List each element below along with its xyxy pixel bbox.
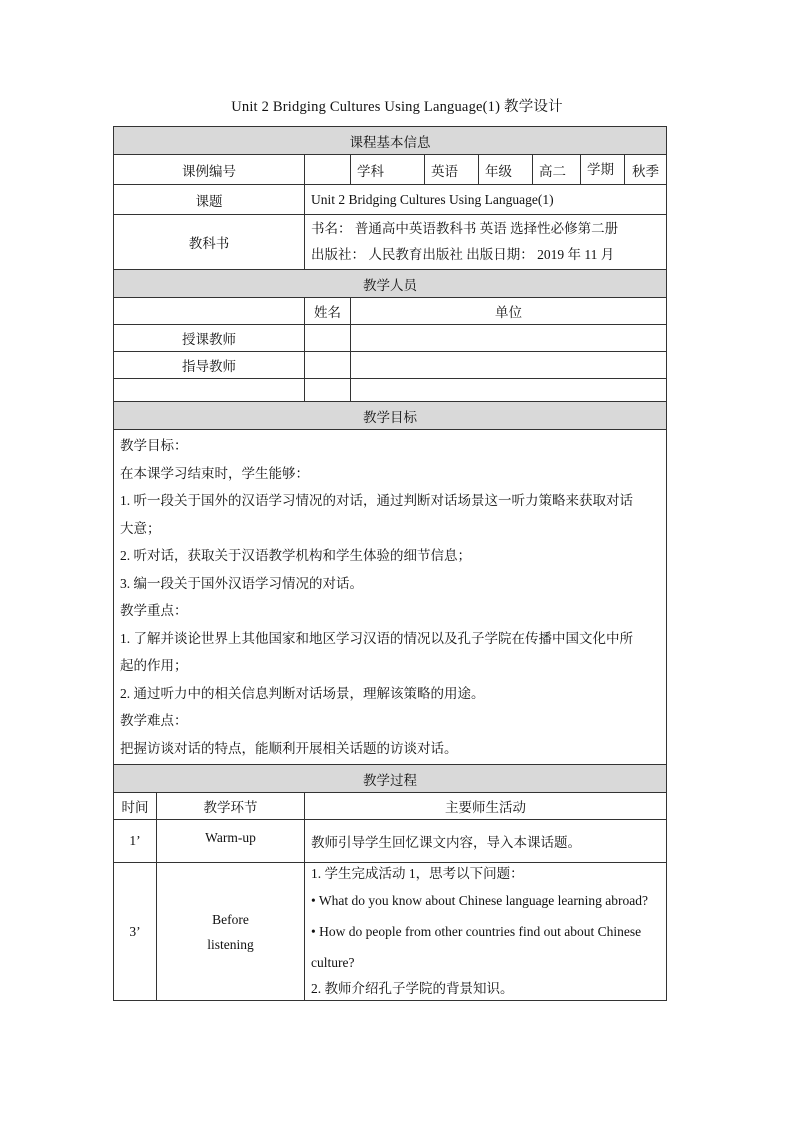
objectives-line: 教学难点：: [120, 713, 188, 728]
objectives-line: 2. 听对话，获取关于汉语教学机构和学生体验的细节信息；: [120, 548, 471, 563]
teachers-name-header: 姓名: [305, 298, 351, 325]
teacher-name: [305, 379, 351, 402]
process-stage: Warm-up: [157, 820, 305, 863]
document-title: Unit 2 Bridging Cultures Using Language(1) 教学设计: [231, 99, 563, 115]
process-stage: [157, 863, 305, 1001]
section-teachers-header: [114, 270, 667, 298]
teacher-row: [114, 352, 667, 379]
process-row: [114, 863, 667, 1001]
objectives-content: [114, 430, 667, 765]
teacher-row: [114, 379, 667, 402]
process-activity-line: • How do people from other countries find out about Chinese culture?: [311, 924, 642, 970]
objectives-line: 教学目标：: [120, 438, 188, 453]
textbook-row: [114, 215, 667, 270]
section-basic-info-header: [114, 127, 667, 155]
process-activity-line: • What do you know about Chinese language learning abroad?: [311, 893, 649, 908]
objectives-line: 3. 编一段关于国外汉语学习情况的对话。: [120, 575, 363, 591]
grade-label: 年级: [479, 155, 533, 185]
process-activity: [305, 863, 667, 1001]
objectives-line: 教学重点：: [120, 603, 188, 618]
term-value: 秋季: [632, 163, 660, 179]
topic-value: Unit 2 Bridging Cultures Using Language(1): [305, 185, 667, 215]
grade-value-cell: [533, 155, 581, 185]
objectives-line: 起的作用；: [120, 658, 188, 673]
topic-label: 课题: [114, 185, 305, 215]
process-time: 1’: [114, 820, 157, 863]
course-info-row: [114, 155, 667, 185]
process-stage-header: 教学环节: [157, 793, 305, 820]
objectives-row: [114, 430, 667, 765]
teachers-role-header: [114, 298, 305, 325]
process-time-header: 时间: [114, 793, 157, 820]
section-objectives-header: [114, 402, 667, 430]
grade-value-text: 高二: [539, 163, 566, 179]
process-stage-line: listening: [207, 936, 254, 952]
topic-row: [114, 185, 667, 215]
publisher-line: 出版社： 人民教育出版社 出版日期： 2019 年 11 月: [311, 247, 615, 262]
teacher-name: [305, 352, 351, 379]
teacher-role: [114, 379, 305, 402]
teacher-role: 授课教师: [114, 325, 305, 352]
textbook-info: [305, 215, 667, 270]
objectives-line: 大意；: [120, 520, 161, 536]
subject-label: 学科: [351, 155, 425, 185]
teacher-name: [305, 325, 351, 352]
process-activity-line: 2. 教师介绍孔子学院的背景知识。: [311, 981, 514, 996]
term-cell: [581, 155, 667, 185]
section-header: 课程基本信息: [114, 127, 667, 155]
objectives-line: 1. 听一段关于国外的汉语学习情况的对话，通过判断对话场景这一听力策略来获取对话: [120, 493, 633, 508]
teacher-unit: [351, 325, 667, 352]
process-stage-line: Before: [212, 911, 249, 927]
term-label: 学期: [581, 155, 625, 184]
process-activity: 教师引导学生回忆课文内容，导入本课话题。: [305, 820, 667, 863]
section-header: 教学人员: [114, 270, 667, 298]
course-id-value: [305, 155, 351, 185]
subject-value: 英语: [425, 155, 479, 185]
teacher-role: 指导教师: [114, 352, 305, 379]
teachers-unit-header: 单位: [351, 298, 667, 325]
objectives-line: 把握访谈对话的特点，能顺利开展相关话题的访谈对话。: [120, 740, 458, 756]
process-time: 3’: [114, 863, 157, 1001]
lesson-plan-table: [113, 126, 667, 1001]
process-activity-header: 主要师生活动: [305, 793, 667, 820]
teacher-unit: [351, 352, 667, 379]
section-process-header: [114, 765, 667, 793]
objectives-line: 在本课学习结束时，学生能够：: [120, 465, 309, 481]
process-header-row: [114, 793, 667, 820]
objectives-line: 1. 了解并谈论世界上其他国家和地区学习汉语的情况以及孔子学院在传播中国文化中所: [120, 630, 633, 646]
course-id-label: 课例编号: [114, 155, 305, 185]
teacher-row: [114, 325, 667, 352]
teacher-unit: [351, 379, 667, 402]
section-header: 教学过程: [114, 765, 667, 793]
book-name-line: 书名： 普通高中英语教科书 英语 选择性必修第二册: [311, 221, 619, 236]
section-header: 教学目标: [114, 402, 667, 430]
process-activity-line: 1. 学生完成活动 1，思考以下问题：: [311, 866, 524, 881]
teachers-header-row: [114, 298, 667, 325]
textbook-label: 教科书: [114, 215, 305, 270]
process-row: [114, 820, 667, 863]
objectives-line: 2. 通过听力中的相关信息判断对话场景，理解该策略的用途。: [120, 685, 485, 701]
